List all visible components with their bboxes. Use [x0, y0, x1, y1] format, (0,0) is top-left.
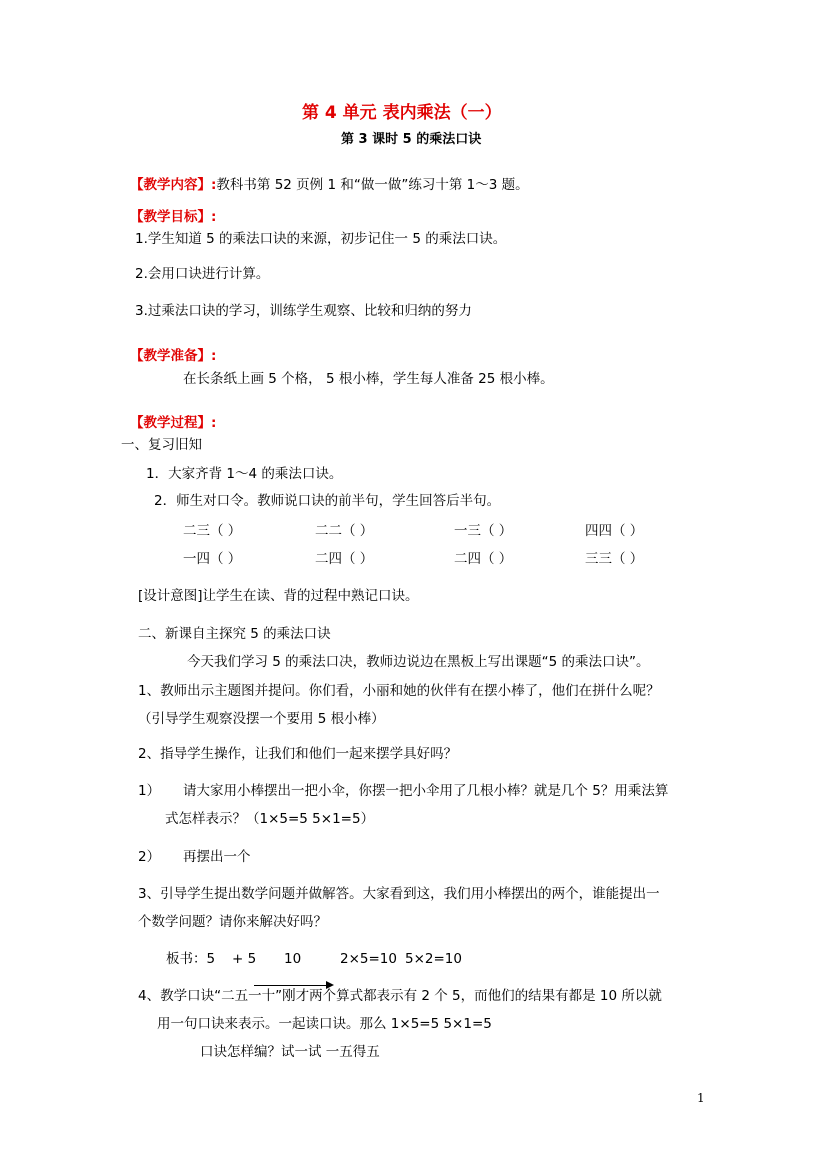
step-3: 3、引导学生提出数学问题并做解答。大家看到这，我们用小棒摆出的两个，谁能提出一	[138, 886, 660, 902]
step-3-continued: 个数学问题？请你来解决好吗？	[138, 914, 327, 930]
arrow-right-icon	[326, 981, 334, 989]
page-title: 第 4 单元 表内乘法（一）	[302, 103, 502, 123]
oral-drill-cell: 二四（ ）	[454, 551, 513, 567]
teaching-prep-text: 在长条纸上画 5 个格， 5 根小棒，学生每人准备 25 根小棒。	[183, 371, 554, 387]
oral-drill-cell: 二三（ ）	[183, 523, 242, 539]
teaching-content	[130, 176, 529, 194]
review-heading: 一、复习旧知	[121, 437, 202, 453]
step-2-2-text: 再摆出一个	[183, 849, 251, 865]
step-2-1-number: 1）	[138, 783, 161, 799]
step-1: 1、教师出示主题图并提问。你们看，小丽和她的伙伴有在摆小棒了，他们在拼什么呢？	[138, 683, 660, 699]
teaching-prep-label: 【教学准备】:	[130, 348, 217, 364]
goal-item: 3.过乘法口诀的学习，训练学生观察、比较和归纳的努力	[135, 303, 472, 319]
new-lesson-intro: 今天我们学习 5 的乘法口决，教师边说边在黑板上写出课题“5 的乘法口诀”。	[187, 654, 650, 670]
step-4-continued: 用一句口诀来表示。一起读口诀。那么 1×5=5 5×1=5	[157, 1016, 492, 1032]
oral-drill-cell: 四四（ ）	[585, 523, 644, 539]
oral-drill-cell: 二四（ ）	[315, 551, 374, 567]
board-equation-2: 5×2=10	[405, 951, 462, 967]
step-2: 2、指导学生操作，让我们和他们一起来摆学具好吗？	[138, 746, 458, 762]
step-2-1-continued: 式怎样表示？（1×5=5 5×1=5）	[165, 811, 375, 827]
oral-drill-cell: 一四（ ）	[183, 551, 242, 567]
teaching-process-label: 【教学过程】:	[130, 415, 217, 431]
mnemonic-arrow-line	[254, 985, 327, 986]
page-subtitle: 第 3 课时 5 的乘法口诀	[341, 132, 482, 147]
oral-drill-cell: 一三（ ）	[454, 523, 513, 539]
review-item-1: 1．大家齐背 1～4 的乘法口诀。	[146, 466, 343, 482]
board-plus: + 5	[232, 951, 257, 967]
teaching-content-label: 【教学内容】:	[130, 177, 217, 193]
teaching-goals-label: 【教学目标】:	[130, 209, 217, 225]
review-item-2: 2．师生对口令。教师说口诀的前半句，学生回答后半句。	[154, 493, 501, 509]
oral-drill-cell: 三三（ ）	[585, 551, 644, 567]
step-2-1-text: 请大家用小棒摆出一把小伞，你摆一把小伞用了几根小棒？就是几个 5？用乘法算	[183, 783, 669, 799]
step-1-note: （引导学生观察没摆一个要用 5 根小棒）	[138, 711, 385, 727]
goal-item: 1.学生知道 5 的乘法口诀的来源，初步记住一 5 的乘法口诀。	[135, 231, 507, 247]
board-equation-1: 2×5=10	[340, 951, 397, 967]
step-4-last: 口诀怎样编？试一试 一五得五	[200, 1044, 380, 1060]
teaching-content-text: 教科书第 52 页例 1 和“做一做”练习十第 1～3 题。	[216, 177, 529, 193]
page-number: 1	[697, 1091, 705, 1105]
new-lesson-heading: 二、新课自主探究 5 的乘法口诀	[138, 626, 331, 642]
design-note: [设计意图]让学生在读、背的过程中熟记口诀。	[138, 588, 419, 604]
oral-drill-cell: 二二（ ）	[315, 523, 374, 539]
step-2-2-number: 2）	[138, 849, 161, 865]
step-4: 4、教学口诀“二五一十”刚才两个算式都表示有 2 个 5，而他们的结果有都是 10 所以就	[138, 988, 662, 1004]
goal-item: 2.会用口诀进行计算。	[135, 266, 270, 282]
board-label: 板书：5	[166, 951, 216, 967]
board-sum: 10	[284, 951, 302, 967]
